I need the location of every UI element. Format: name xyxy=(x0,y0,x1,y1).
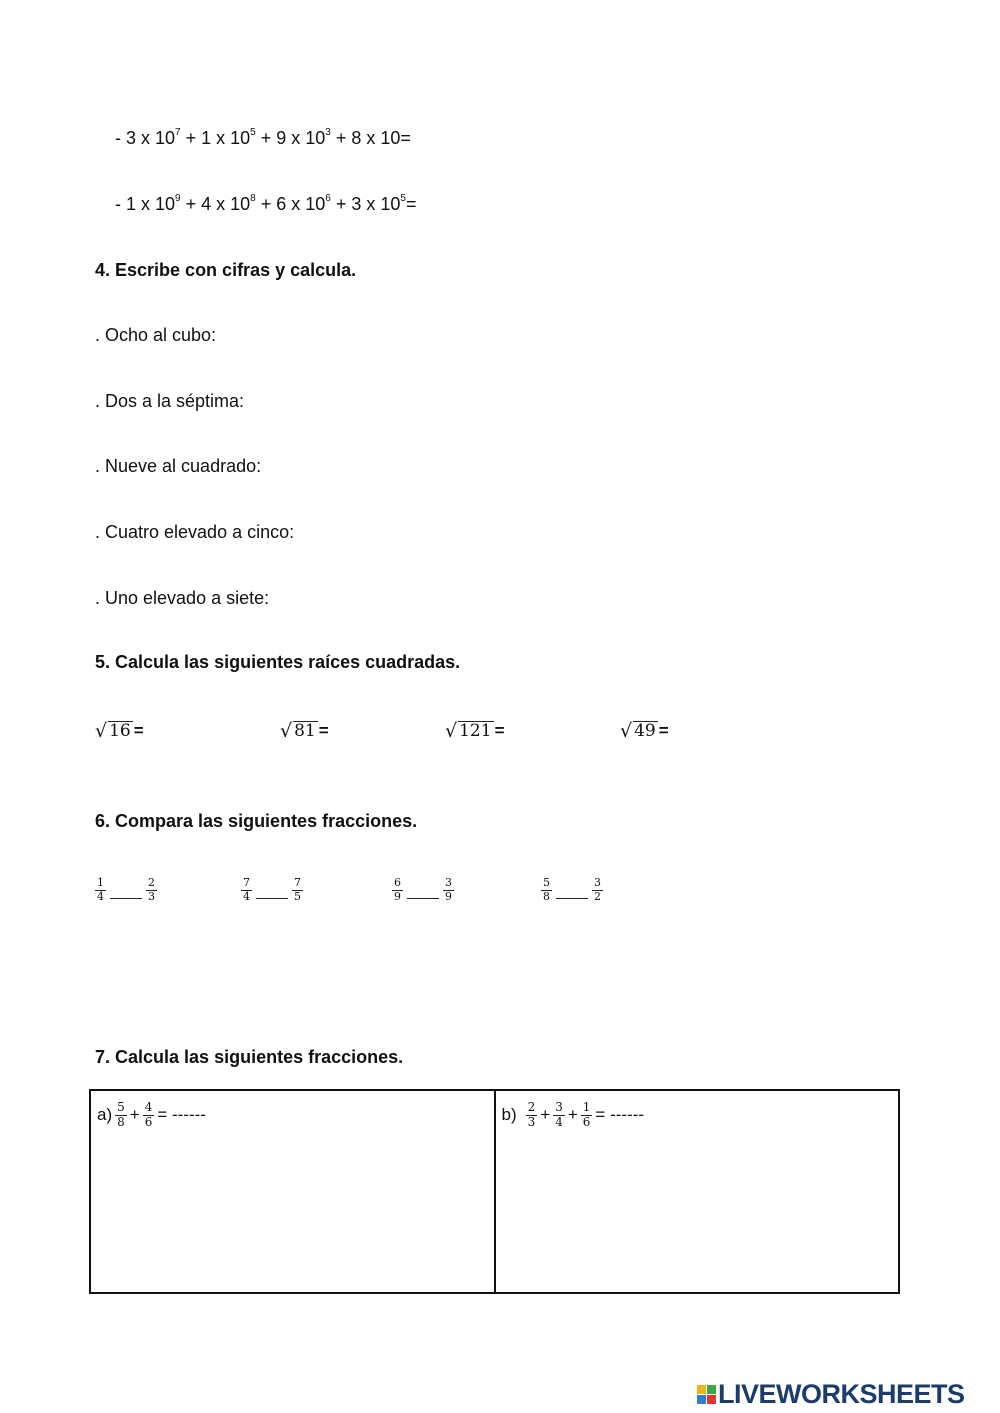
exponent: 9 xyxy=(175,193,181,204)
equals-sign: = xyxy=(494,721,505,740)
plus-sign: + xyxy=(540,1105,551,1125)
fraction xyxy=(526,1101,538,1130)
exponent: 3 xyxy=(325,127,331,138)
expr-term: + 4 x 10 xyxy=(180,194,251,214)
radicand: 16 xyxy=(109,721,131,742)
expression-line-1 xyxy=(115,128,411,149)
exercise-cell-b[interactable] xyxy=(495,1090,900,1293)
comparison-blank[interactable] xyxy=(110,897,142,899)
denominator: 8 xyxy=(117,1114,125,1129)
denominator: 4 xyxy=(555,1114,563,1129)
exercise-a xyxy=(97,1101,488,1130)
fraction xyxy=(95,877,106,903)
fraction xyxy=(146,877,157,903)
numerator: 2 xyxy=(148,876,155,889)
denominator: 3 xyxy=(527,1114,536,1129)
fraction xyxy=(553,1101,565,1130)
denominator: 2 xyxy=(594,889,601,903)
expr-term: + 6 x 10 xyxy=(255,194,326,214)
comparison-blank[interactable] xyxy=(256,897,288,899)
expr-term: - 3 x 10 xyxy=(115,128,176,148)
section-4-item: . Uno elevado a siete: xyxy=(95,588,270,608)
expr-term: + 3 x 10 xyxy=(330,194,401,214)
numerator: 1 xyxy=(97,876,104,889)
section-7-heading: 7. Calcula las siguientes fracciones. xyxy=(95,1047,404,1067)
numerator: 7 xyxy=(243,876,250,889)
square-root xyxy=(620,721,669,741)
logo-mark-icon xyxy=(697,1385,716,1404)
section-4-item: . Nueve al cuadrado: xyxy=(95,456,262,476)
equals-sign: = xyxy=(658,721,669,740)
radical-symbol: √ xyxy=(445,720,458,742)
exercise-b xyxy=(502,1101,893,1130)
denominator: 9 xyxy=(394,889,401,903)
fractions-exercise-table xyxy=(89,1089,900,1294)
exponent: 7 xyxy=(175,127,181,138)
logo-square xyxy=(707,1385,716,1394)
fraction xyxy=(592,877,603,903)
answer-blank: = ------ xyxy=(157,1105,206,1125)
radicand: 49 xyxy=(634,721,656,742)
denominator: 4 xyxy=(243,889,250,903)
numerator: 1 xyxy=(582,1100,591,1114)
expression-line-2 xyxy=(115,194,416,215)
radicand: 121 xyxy=(459,721,492,742)
fraction xyxy=(115,1101,127,1130)
section-4-item: . Cuatro elevado a cinco: xyxy=(95,522,295,542)
numerator: 5 xyxy=(543,876,550,889)
expr-term: + 8 x 10= xyxy=(330,128,411,148)
radicand: 81 xyxy=(294,721,316,742)
denominator: 6 xyxy=(582,1114,591,1129)
numerator: 4 xyxy=(144,1100,153,1114)
fraction xyxy=(392,877,403,903)
logo-text: LIVEWORKSHEETS xyxy=(718,1379,965,1409)
section-4-heading: 4. Escribe con cifras y calcula. xyxy=(95,260,357,280)
logo-square xyxy=(697,1395,706,1404)
exercise-label: b) xyxy=(501,1105,517,1125)
equals-sign: = xyxy=(133,721,144,740)
numerator: 5 xyxy=(117,1100,125,1114)
fraction-comparison xyxy=(241,877,303,903)
logo-square xyxy=(707,1395,716,1404)
comparison-blank[interactable] xyxy=(556,897,588,899)
square-root xyxy=(95,721,144,741)
denominator: 4 xyxy=(97,889,104,903)
numerator: 2 xyxy=(527,1100,536,1114)
denominator: 8 xyxy=(543,889,550,903)
section-5-heading: 5. Calcula las siguientes raíces cuadradas. xyxy=(95,652,461,672)
expr-term: - 1 x 10 xyxy=(115,194,176,214)
denominator: 9 xyxy=(445,889,452,903)
radical-symbol: √ xyxy=(620,720,633,742)
denominator: 3 xyxy=(148,889,155,903)
fraction xyxy=(143,1101,155,1130)
denominator: 6 xyxy=(144,1114,153,1129)
fraction-comparison xyxy=(541,877,603,903)
expr-term: + 9 x 10 xyxy=(255,128,326,148)
fraction xyxy=(581,1101,593,1130)
radical-symbol: √ xyxy=(280,720,293,742)
section-4-item: . Ocho al cubo: xyxy=(95,325,217,345)
numerator: 3 xyxy=(555,1100,563,1114)
section-6-heading: 6. Compara las siguientes fracciones. xyxy=(95,811,418,831)
fraction xyxy=(443,877,454,903)
liveworksheets-logo xyxy=(697,1379,965,1410)
fraction xyxy=(292,877,303,903)
square-root xyxy=(445,721,505,741)
plus-sign: + xyxy=(129,1105,140,1125)
exercise-cell-a[interactable] xyxy=(90,1090,495,1293)
comparison-blank[interactable] xyxy=(407,897,439,899)
numerator: 6 xyxy=(394,876,401,889)
numerator: 7 xyxy=(294,876,301,889)
fraction xyxy=(241,877,252,903)
numerator: 3 xyxy=(594,876,601,889)
exponent: 6 xyxy=(325,193,331,204)
plus-sign: + xyxy=(567,1105,578,1125)
denominator: 5 xyxy=(294,889,301,903)
square-root xyxy=(280,721,329,741)
radical-symbol: √ xyxy=(95,720,108,742)
exercise-label: a) xyxy=(97,1105,113,1125)
exponent: 5 xyxy=(400,193,406,204)
logo-square xyxy=(697,1385,706,1394)
fraction-comparison xyxy=(392,877,454,903)
expr-term: = xyxy=(405,194,417,214)
numerator: 3 xyxy=(445,876,452,889)
fraction xyxy=(541,877,552,903)
answer-blank: = ------ xyxy=(595,1105,645,1125)
expr-term: + 1 x 10 xyxy=(180,128,251,148)
exponent: 5 xyxy=(250,127,256,138)
section-4-item: . Dos a la séptima: xyxy=(95,391,245,411)
equals-sign: = xyxy=(318,721,329,740)
fraction-comparison xyxy=(95,877,157,903)
exponent: 8 xyxy=(250,193,256,204)
